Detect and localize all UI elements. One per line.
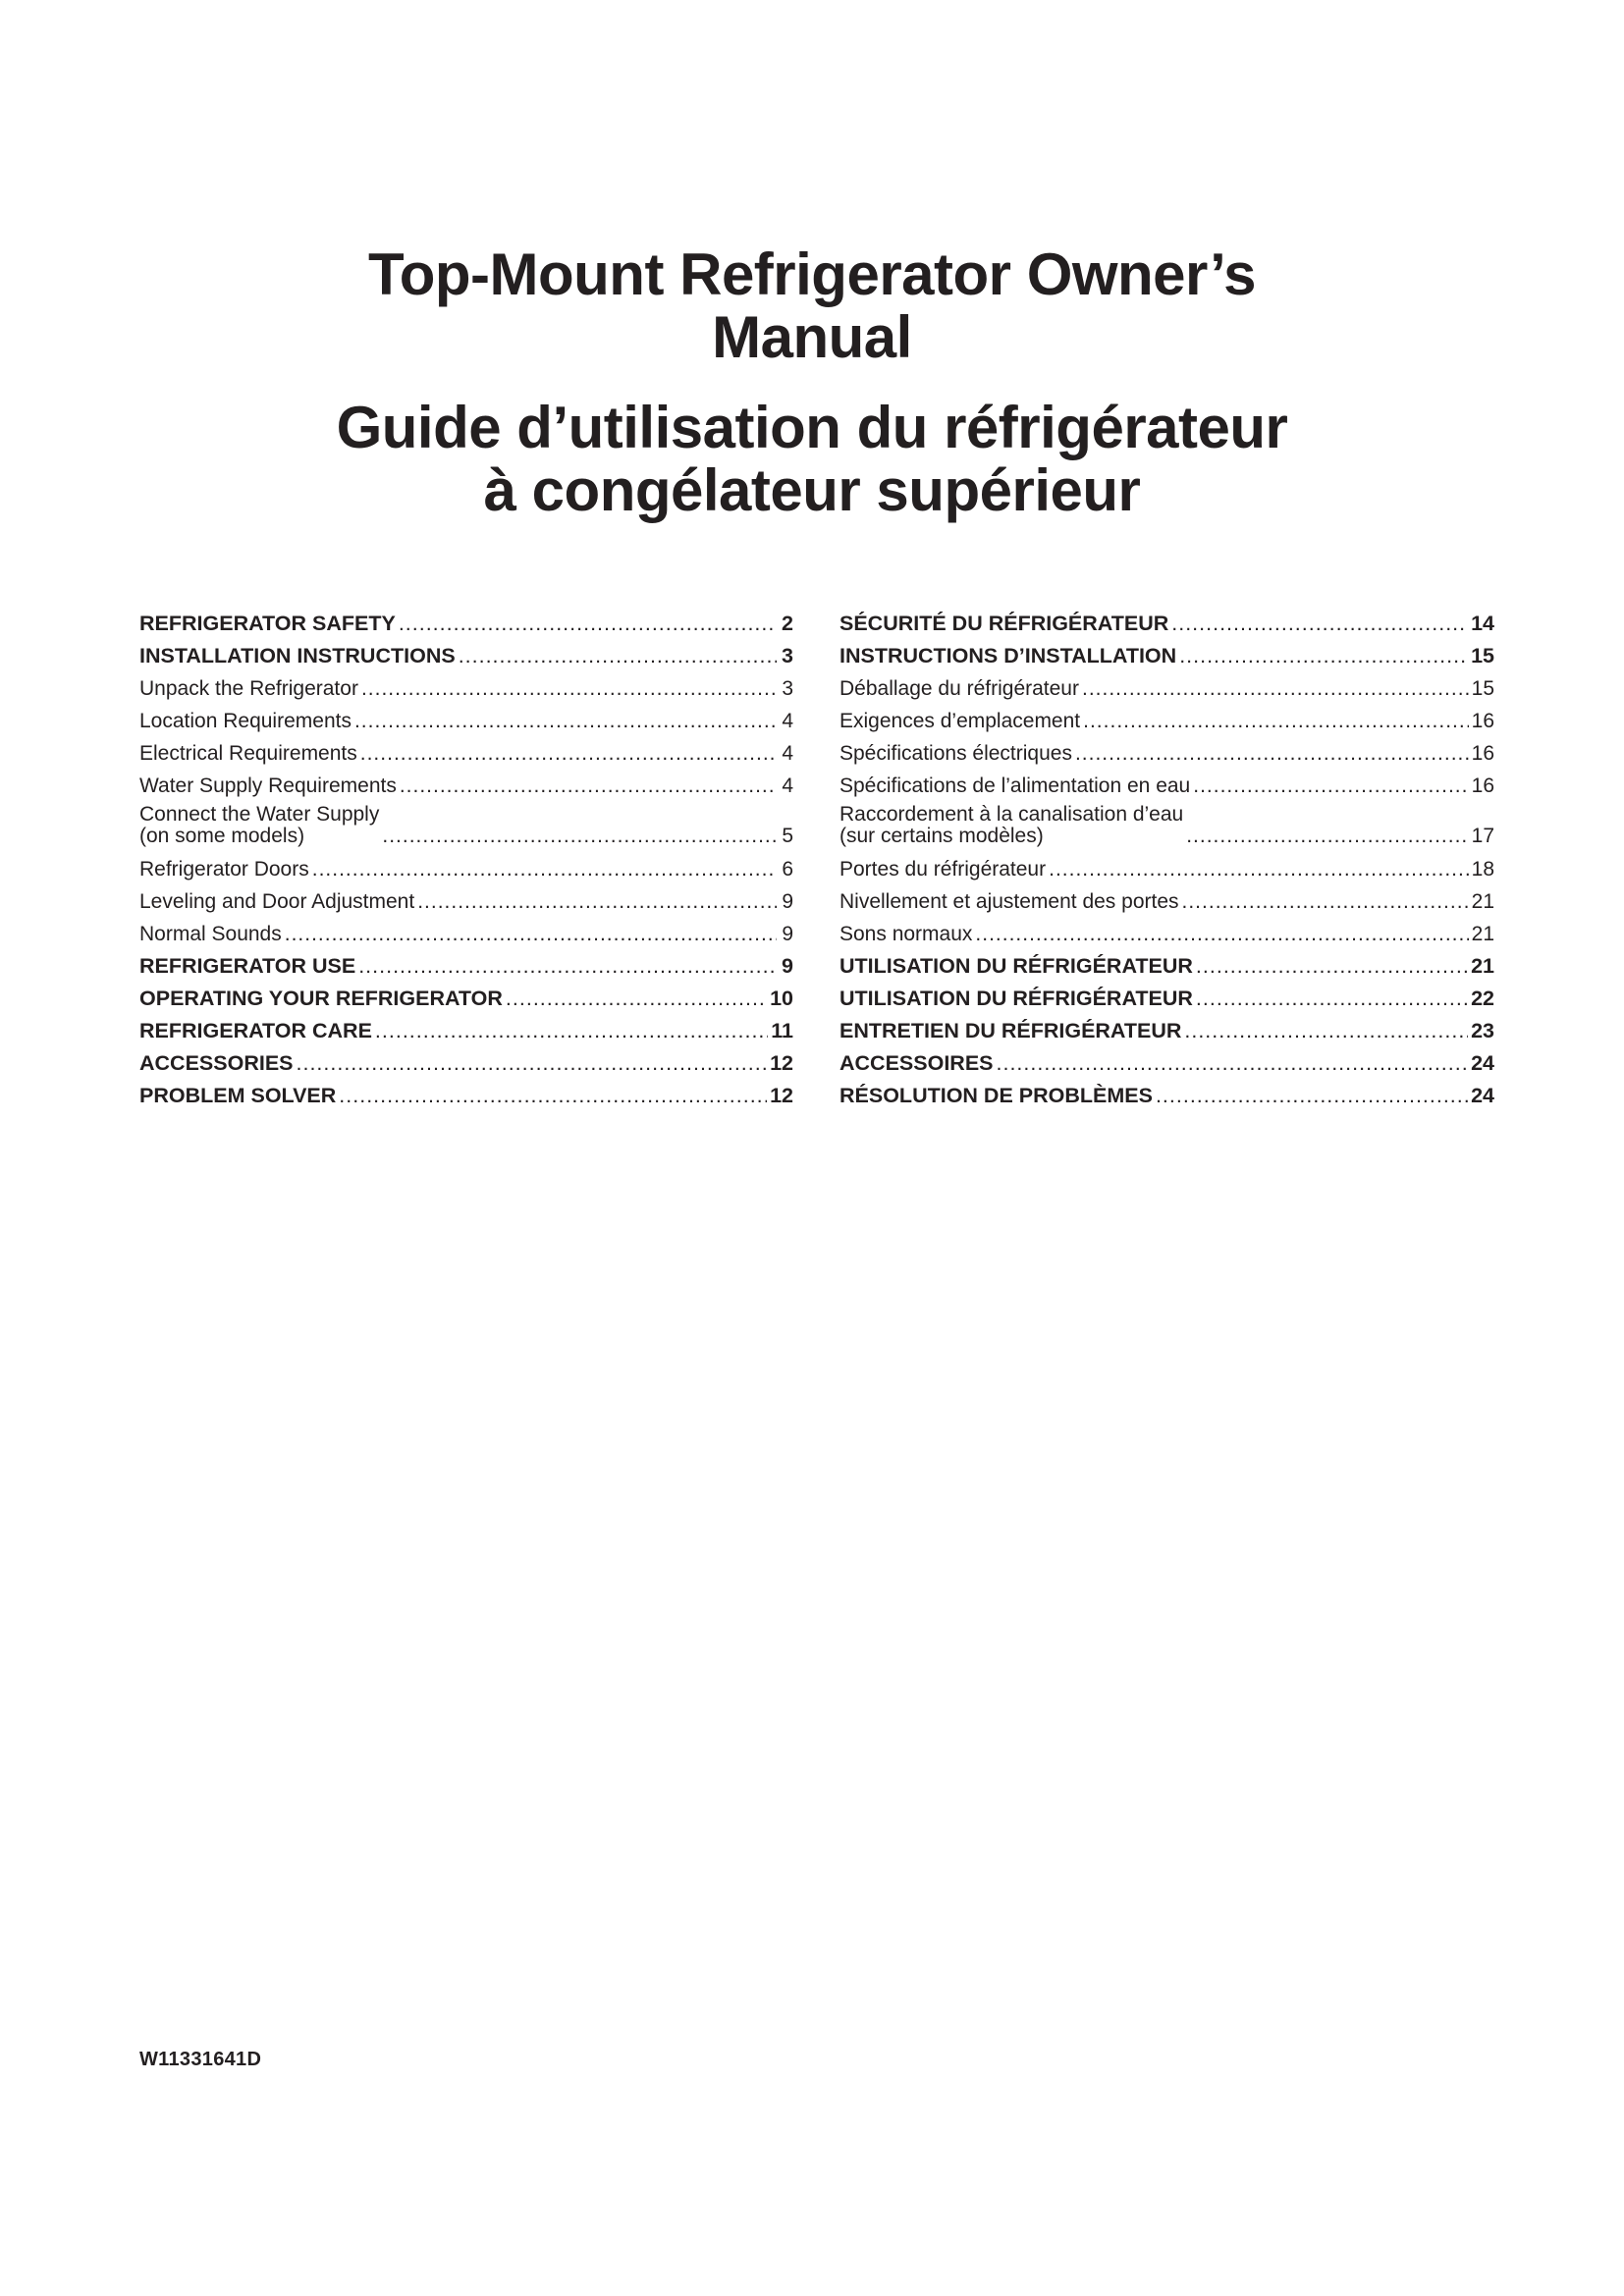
toc-entry (839, 853, 1494, 885)
toc-entry-page-number: 14 (1471, 612, 1494, 635)
toc-entry-label-line-2: (sur certains modèles) (839, 825, 1044, 847)
toc-entry-page-number: 21 (1471, 954, 1494, 978)
toc-entry-label: Normal Sounds (139, 923, 282, 945)
toc-entry-label: INSTRUCTIONS D’INSTALLATION (839, 644, 1177, 667)
dot-leader (361, 672, 777, 705)
toc-entry (839, 672, 1494, 705)
toc-entry-label: ACCESSORIES (139, 1051, 294, 1075)
title-en-line-1: Top-Mount Refrigerator Owner’s (368, 241, 1256, 307)
dot-leader (382, 826, 777, 847)
toc-entry-label: Refrigerator Doors (139, 858, 309, 881)
toc-entry-page-number: 16 (1471, 710, 1494, 732)
toc-entry (139, 853, 793, 885)
toc-entry-label: ACCESSOIRES (839, 1051, 994, 1075)
dot-leader (375, 1015, 768, 1047)
toc-entry-page-number: 6 (782, 858, 793, 881)
dot-leader (1184, 1015, 1468, 1047)
dot-leader (1156, 1080, 1468, 1112)
dot-leader (297, 1047, 768, 1080)
toc-entry (839, 608, 1494, 640)
toc-entry (839, 885, 1494, 918)
dot-leader (1186, 826, 1468, 847)
toc-entry-label: REFRIGERATOR CARE (139, 1019, 372, 1042)
toc-entry (139, 983, 793, 1015)
toc-entry-label (839, 804, 1183, 847)
toc-entry-label: Exigences d’emplacement (839, 710, 1081, 732)
toc-entry-page-number: 9 (782, 890, 793, 913)
toc-entry-label: PROBLEM SOLVER (139, 1084, 337, 1107)
dot-leader (417, 885, 777, 918)
toc-entry-page-number: 9 (782, 923, 793, 945)
toc-entry-page-number: 24 (1471, 1051, 1494, 1075)
toc-entry-label: Spécifications de l’alimentation en eau (839, 774, 1191, 797)
toc-entry-label: Water Supply Requirements (139, 774, 397, 797)
toc-entry-label: Portes du réfrigérateur (839, 858, 1047, 881)
toc-entry (139, 770, 793, 802)
dot-leader (1049, 853, 1469, 885)
toc-entry (139, 1047, 793, 1080)
toc-entry (139, 1080, 793, 1112)
dot-leader (1083, 705, 1469, 737)
toc-entry (139, 918, 793, 950)
toc-entry-label: Spécifications électriques (839, 742, 1072, 765)
toc-entry-page-number: 16 (1471, 742, 1494, 765)
dot-leader (459, 640, 777, 672)
dot-leader (1196, 983, 1468, 1015)
toc-entry-page-number: 4 (782, 742, 793, 765)
toc-entry-page-number: 21 (1471, 890, 1494, 913)
toc-entry (139, 608, 793, 640)
toc-entry-label: Sons normaux (839, 923, 973, 945)
toc-entry (839, 983, 1494, 1015)
toc-entry-label: OPERATING YOUR REFRIGERATOR (139, 987, 503, 1010)
toc-entry-page-number: 9 (782, 954, 793, 978)
toc-entry-page-number: 4 (782, 710, 793, 732)
dot-leader (506, 983, 767, 1015)
toc-entry-page-number: 15 (1471, 677, 1494, 700)
toc-entry (139, 640, 793, 672)
toc-entry (139, 737, 793, 770)
toc-entry-label-line-2: (on some models) (139, 825, 305, 847)
toc-entry-label-line-1: Raccordement à la canalisation d’eau (839, 803, 1184, 826)
toc-entry-label: UTILISATION DU RÉFRIGÉRATEUR (839, 987, 1193, 1010)
dot-leader (358, 950, 777, 983)
toc-entry (839, 1080, 1494, 1112)
title-en-line-2: Manual (712, 304, 912, 370)
toc-entry-page-number: 17 (1471, 825, 1494, 847)
toc-entry-page-number: 23 (1471, 1019, 1494, 1042)
dot-leader (354, 705, 777, 737)
dot-leader (285, 918, 777, 950)
toc-entry-label: Nivellement et ajustement des portes (839, 890, 1179, 913)
toc-entry (839, 705, 1494, 737)
toc-entry (839, 640, 1494, 672)
title-fr-line-1: Guide d’utilisation du réfrigérateur (336, 395, 1288, 460)
toc-entry-label: RÉSOLUTION DE PROBLÈMES (839, 1084, 1153, 1107)
toc-entry (839, 770, 1494, 802)
toc-entry (839, 1047, 1494, 1080)
dot-leader (1179, 640, 1468, 672)
toc-entry-label: Unpack the Refrigerator (139, 677, 358, 700)
dot-leader (1171, 608, 1468, 640)
toc-french (839, 608, 1494, 1112)
toc-entry-label: REFRIGERATOR USE (139, 954, 356, 978)
toc-entry-label: Location Requirements (139, 710, 352, 732)
toc-entry (839, 802, 1494, 853)
toc-entry-page-number: 5 (782, 825, 793, 847)
dot-leader (339, 1080, 767, 1112)
document-code: W11331641D (139, 2049, 262, 2070)
toc-entry (139, 950, 793, 983)
toc-entry-page-number: 24 (1471, 1084, 1494, 1107)
title-fr-line-2: à congélateur supérieur (483, 457, 1141, 523)
toc-entry-page-number: 18 (1471, 858, 1494, 881)
toc-entry (139, 1015, 793, 1047)
toc-entry-label: UTILISATION DU RÉFRIGÉRATEUR (839, 954, 1193, 978)
toc-entry-page-number: 10 (770, 987, 793, 1010)
dot-leader (1196, 950, 1468, 983)
toc-english (139, 608, 793, 1112)
dot-leader (975, 918, 1468, 950)
toc-entry-page-number: 12 (770, 1051, 793, 1075)
toc-entry (139, 802, 793, 853)
dot-leader (1082, 672, 1469, 705)
toc-entry-label: Leveling and Door Adjustment (139, 890, 415, 913)
toc-entry-label (139, 804, 379, 847)
dot-leader (360, 737, 777, 770)
toc-entry-page-number: 3 (782, 644, 793, 667)
toc-entry (839, 918, 1494, 950)
toc-entry-page-number: 2 (782, 612, 793, 635)
dot-leader (312, 853, 777, 885)
toc-entry-label: INSTALLATION INSTRUCTIONS (139, 644, 456, 667)
toc-entry-page-number: 21 (1471, 923, 1494, 945)
toc-entry (139, 885, 793, 918)
toc-entry-label: ENTRETIEN DU RÉFRIGÉRATEUR (839, 1019, 1182, 1042)
toc-entry-page-number: 16 (1471, 774, 1494, 797)
manual-title (0, 243, 1624, 522)
toc-entry (139, 672, 793, 705)
toc-entry-page-number: 15 (1471, 644, 1494, 667)
toc-entry (839, 950, 1494, 983)
dot-leader (399, 608, 777, 640)
toc-entry-label: Electrical Requirements (139, 742, 357, 765)
toc-entry-label: REFRIGERATOR SAFETY (139, 612, 396, 635)
toc-entry-label: SÉCURITÉ DU RÉFRIGÉRATEUR (839, 612, 1169, 635)
toc-entry-page-number: 22 (1471, 987, 1494, 1010)
dot-leader (1182, 885, 1469, 918)
toc-entry-page-number: 11 (771, 1019, 793, 1042)
toc-entry (839, 737, 1494, 770)
toc-entry-page-number: 3 (782, 677, 793, 700)
toc-entry-page-number: 4 (782, 774, 793, 797)
dot-leader (1193, 770, 1468, 802)
toc-entry (839, 1015, 1494, 1047)
dot-leader (400, 770, 777, 802)
dot-leader (997, 1047, 1469, 1080)
toc-entry (139, 705, 793, 737)
dot-leader (1075, 737, 1469, 770)
toc-entry-label: Déballage du réfrigérateur (839, 677, 1079, 700)
toc-entry-label-line-1: Connect the Water Supply (139, 803, 380, 826)
toc-entry-page-number: 12 (770, 1084, 793, 1107)
